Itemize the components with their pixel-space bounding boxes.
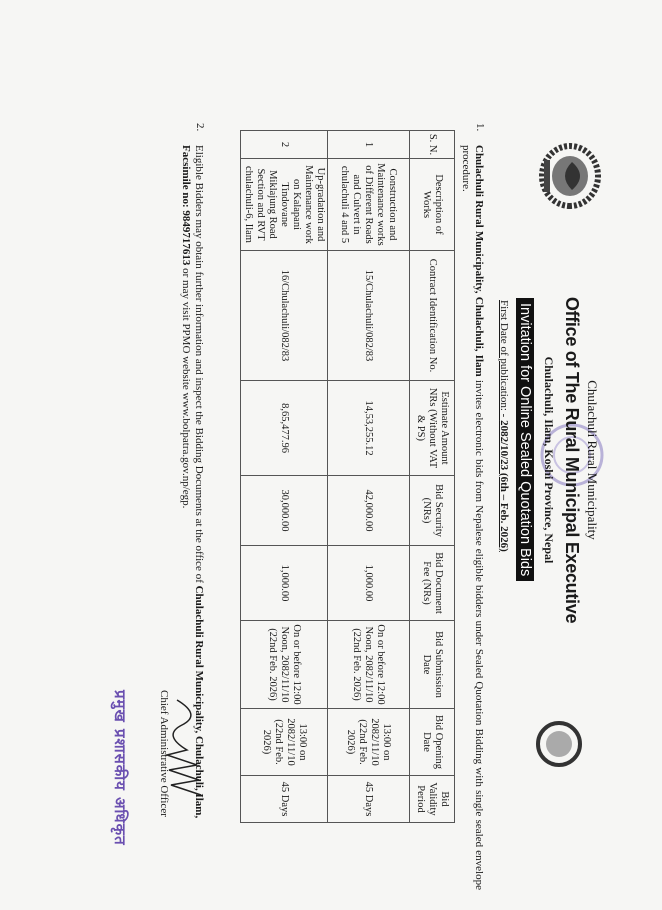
seal-icon xyxy=(536,720,582,768)
designation-stamp: प्रमुख प्रशासकीय अधिकृत xyxy=(111,690,129,846)
cell-contract-id: 16/Chulachuli/082/83 xyxy=(241,251,328,381)
cell-estimate: 8,65,477.96 xyxy=(241,381,328,476)
header-sn: S. N. xyxy=(410,131,455,159)
municipal-seal xyxy=(536,720,582,768)
cell-bid-security: 30,000.00 xyxy=(241,476,328,546)
item-1-text xyxy=(459,145,485,890)
header-submission-date: Bid Submission Date xyxy=(410,621,455,709)
table-row xyxy=(328,131,410,823)
header-description: Description of Works xyxy=(410,159,455,251)
item-2-body: Eligible Bidders may obtain further information and inspect the Bidding Documents at the office of xyxy=(193,145,205,586)
item-2-number: 2. xyxy=(194,123,206,132)
notice-title: Invitation for Online Sealed Quotation Bids xyxy=(516,298,534,581)
office-address: Chulachuli, Ilam, Koshi Province, Nepal xyxy=(542,356,556,564)
cell-submission-date: On or before 12:00 Noon, 2082/11/10 (22nd Feb. 2026) xyxy=(328,621,410,709)
facsimile-number: Facsimile no: 9849717613 xyxy=(180,145,192,266)
municipality-name: Chulachuli Rural Municipality xyxy=(585,380,600,540)
cell-validity: 45 Days xyxy=(328,776,410,823)
publication-date: 2082/10/23 (6th – Feb. 2026) xyxy=(498,420,510,552)
cell-sn: 2 xyxy=(241,131,328,159)
cell-document-fee: 1,000.00 xyxy=(241,546,328,621)
cell-sn: 1 xyxy=(328,131,410,159)
bids-table xyxy=(240,130,455,823)
cell-estimate: 14,53,255.12 xyxy=(328,381,410,476)
cell-bid-security: 42,000.00 xyxy=(328,476,410,546)
cell-description: Construction and Maintenance works of Different Roads and Culvert in chulachuli 4 and 5 xyxy=(328,159,410,251)
item-1-number: 1. xyxy=(474,123,486,132)
office-title: Office of The Rural Municipal Executive xyxy=(562,296,582,624)
cell-opening-date: 13:00 on 2082/11/10 (22nd Feb. 2026) xyxy=(241,709,328,776)
cell-submission-date: On or before 12:00 Noon, 2082/11/10 (22nd Feb. 2026) xyxy=(241,621,328,709)
header-validity: Bid Validity Period xyxy=(410,776,455,823)
signatory-title: Chief Administrative Officer xyxy=(158,690,170,817)
header-document-fee: Bid Document Fee (NRs) xyxy=(410,546,455,621)
cell-opening-date: 13:00 on 2082/11/10 (22nd Feb. 2026) xyxy=(328,709,410,776)
header-estimate: Estimate Amount NRs (Without VAT & PS) xyxy=(410,381,455,476)
cell-contract-id: 15/Chulachuli/082/83 xyxy=(328,251,410,381)
cell-validity: 45 Days xyxy=(241,776,328,823)
cell-document-fee: 1,000.00 xyxy=(328,546,410,621)
publication-label: First Date of publication: - xyxy=(498,300,510,421)
cell-description: Up-gradation and Maintenance work on Kalapani Tindovane Miklajung Road Section and RVT chulachuli-6, Ilam xyxy=(241,159,328,251)
item-2-office: Chulachuli Rural Municipality, Chulachuli, Ilam, xyxy=(193,585,205,819)
publication-date-line xyxy=(498,300,510,552)
item-2-website: or may visit PPMO website www.bolpatra.gov.np/egp. xyxy=(180,265,192,509)
header-contract-id: Contract Identification No. xyxy=(410,251,455,381)
table-row xyxy=(241,131,328,823)
table-header-row xyxy=(410,131,455,823)
header-opening-date: Bid Opening Date xyxy=(410,709,455,776)
item-1-lead: Chulachuli Rural Municipality, Chulachuli, Ilam xyxy=(473,145,485,377)
item-1-body: invites electronic bids from Nepalese eligible bidders under Sealed Quotation Bidding with single sealed envelope procedure. xyxy=(460,145,485,890)
nepal-emblem-icon xyxy=(538,140,602,212)
header-bid-security: Bid Security (NRs) xyxy=(410,476,455,546)
